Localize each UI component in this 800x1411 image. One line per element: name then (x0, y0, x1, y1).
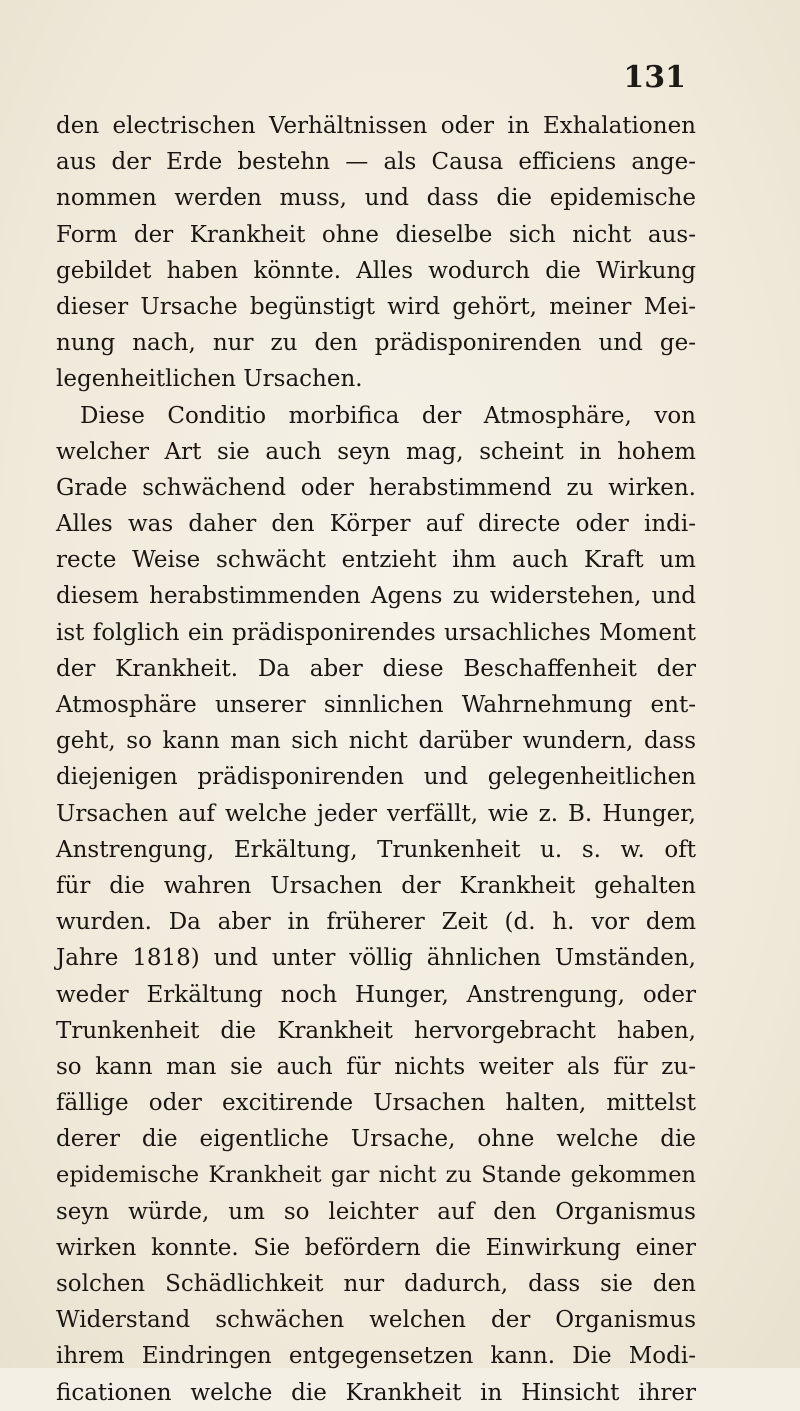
text-line: ist folglich ein prädisponirendes ursachliches Moment (56, 619, 696, 646)
text-line: nung nach, nur zu den prädisponirenden und ge- (56, 330, 696, 357)
text-line: seyn würde, um so leichter auf den Organismus (56, 1198, 696, 1225)
text-line: so kann man sie auch für nichts weiter als für zu- (56, 1053, 696, 1080)
text-line: den electrischen Verhältnissen oder in Exhalationen (56, 113, 696, 139)
text-line: diesem herabstimmenden Agens zu widerstehen, und (56, 583, 696, 610)
text-line: wurden. Da aber in früherer Zeit (d. h. vor dem (56, 909, 696, 936)
text-line: Anstrengung, Erkältung, Trunkenheit u. s. w. oft (56, 836, 696, 863)
text-line: Atmosphäre unserer sinnlichen Wahrnehmung ent- (56, 692, 696, 718)
text-line: gebildet haben könnte. Alles wodurch die Wirkung (56, 257, 696, 284)
text-line: epidemische Krankheit gar nicht zu Stande gekommen (56, 1162, 696, 1189)
text-line: ficationen welche die Krankheit in Hinsicht ihrer (56, 1379, 696, 1406)
text-line: Widerstand schwächen welchen der Organismus (56, 1307, 696, 1334)
text-line: aus der Erde bestehn — als Causa efficiens ange- (56, 149, 696, 176)
text-line: Form der Krankheit ohne dieselbe sich nicht aus- (56, 221, 696, 248)
body-text (56, 108, 696, 1411)
text-line: wirken konnte. Sie befördern die Einwirkung einer (56, 1234, 696, 1261)
text-line: der Krankheit. Da aber diese Beschaffenheit der (56, 655, 696, 682)
text-line: solchen Schädlichkeit nur dadurch, dass sie den (56, 1271, 696, 1297)
paragraph-end-line: legenheitlichen Ursachen. (56, 366, 363, 393)
text-line: Alles was daher den Körper auf directe oder indi- (56, 511, 696, 538)
paragraph-start-line: Diese Conditio morbifica der Atmosphäre, von (80, 402, 696, 429)
text-line: derer die eigentliche Ursache, ohne welche die (56, 1126, 696, 1153)
text-line: weder Erkältung noch Hunger, Anstrengung, oder (56, 981, 696, 1008)
text-line: Ursachen auf welche jeder verfällt, wie z. B. Hunger, (56, 800, 696, 827)
text-line: welcher Art sie auch seyn mag, scheint in hohem (56, 438, 696, 465)
text-line: Jahre 1818) und unter völlig ähnlichen Umständen, (56, 945, 696, 972)
text-line: recte Weise schwächt entzieht ihm auch Kraft um (56, 547, 696, 574)
page-number: 131 (623, 60, 686, 95)
text-line: geht, so kann man sich nicht darüber wundern, dass (56, 728, 696, 755)
text-line: fällige oder excitirende Ursachen halten, mittelst (56, 1090, 696, 1117)
text-line: diejenigen prädisponirenden und gelegenheitlichen (56, 764, 696, 791)
text-line: Trunkenheit die Krankheit hervorgebracht haben, (56, 1017, 696, 1044)
text-line: für die wahren Ursachen der Krankheit gehalten (56, 872, 696, 899)
text-line: nommen werden muss, und dass die epidemische (56, 185, 696, 212)
text-line: Grade schwächend oder herabstimmend zu wirken. (56, 474, 696, 501)
text-line: ihrem Eindringen entgegensetzen kann. Die Modi- (56, 1343, 696, 1370)
text-line: dieser Ursache begünstigt wird gehört, meiner Mei- (56, 293, 696, 320)
